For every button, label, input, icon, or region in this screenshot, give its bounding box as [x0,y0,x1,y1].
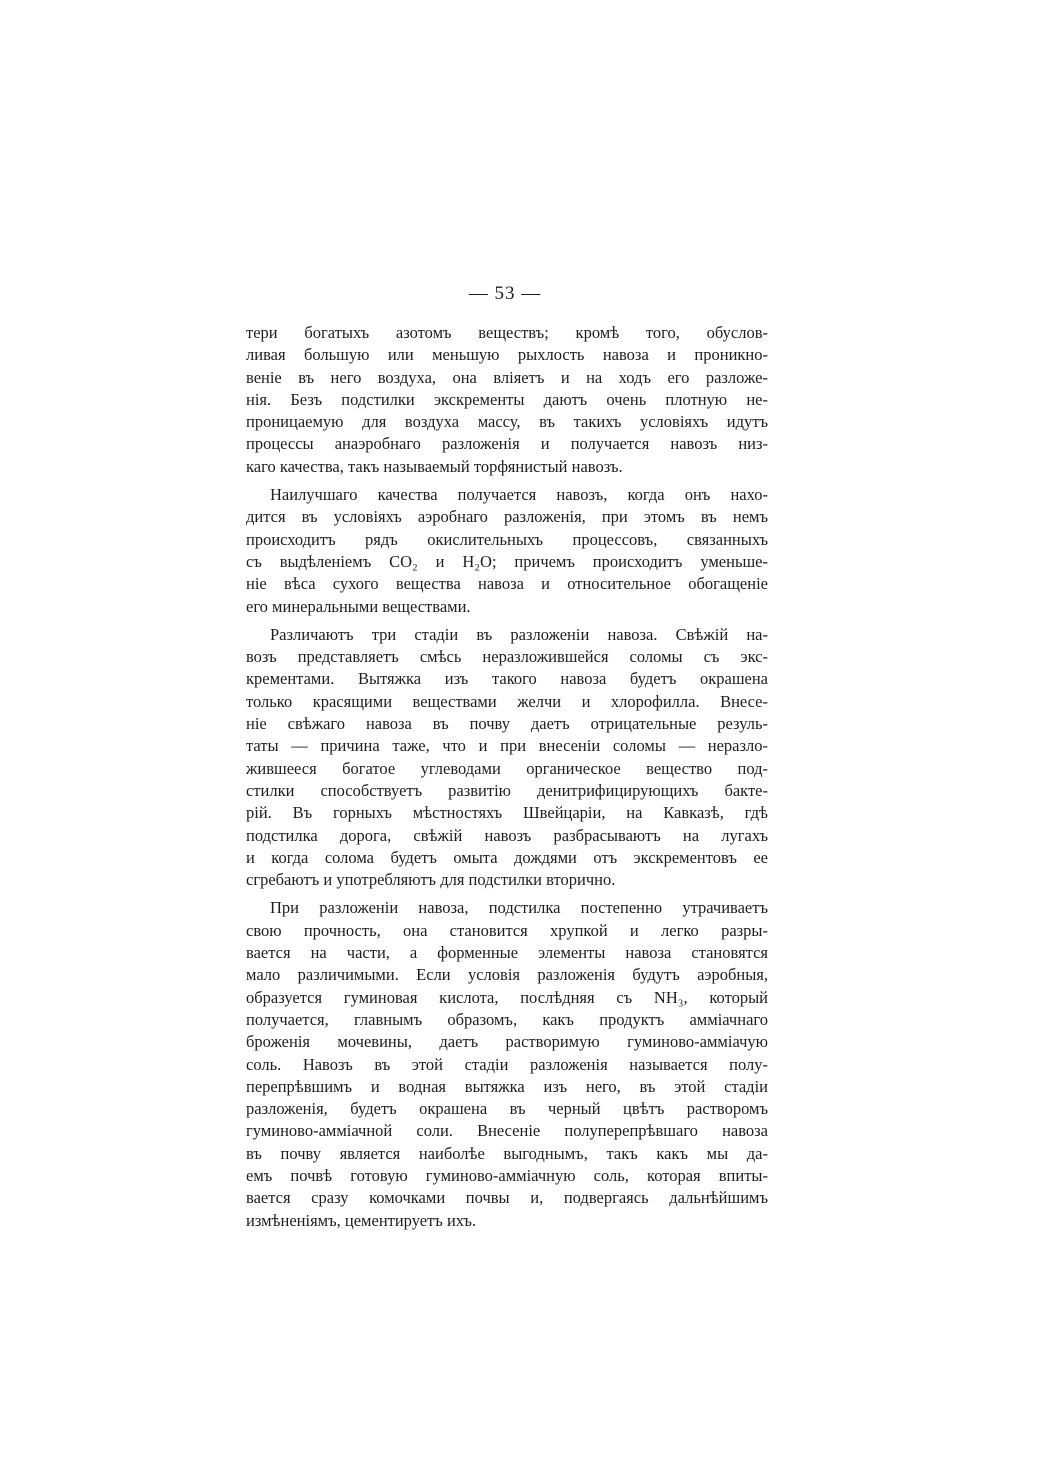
text-line: его минеральными веществами. [246,596,471,616]
text-line: нія. Безъ подстилки экскременты даютъ очень плотную не- [246,389,768,409]
text-line: измѣненіямъ, цементируетъ ихъ. [246,1210,477,1230]
paragraph-4 [246,897,768,1231]
text-line: свою прочность, она становится хрупкой и легко разры- [246,920,768,940]
page-number: — 53 — [468,283,542,304]
text-line: крементами. Вытяжка изъ такого навоза будетъ окрашена [246,669,768,689]
text-line: Различаютъ три стадіи въ разложеніи навоза. Свѣжій на- [270,624,768,644]
text-line: образуется гуминовая кислота, послѣдняя съ NH₃, который [246,987,768,1007]
text-line: и когда солома будетъ омыта дождями отъ экскрементовъ ее [246,847,768,867]
text-line: соль. Навозъ въ этой стадіи разложенія называется полу- [246,1054,768,1074]
text-line: съ выдѣленіемъ CO₂ и H₂O; причемъ происходитъ уменьше- [246,551,768,571]
text-line: рій. Въ горныхъ мѣстностяхъ Швейцаріи, на Кавказѣ, гдѣ [246,803,768,823]
text-line: ливая большую или меньшую рыхлость навоза и проникно- [246,345,768,365]
text-line: только красящими веществами желчи и хлорофилла. Внесе- [246,691,768,711]
text-line: Наилучшаго качества получается навозъ, когда онъ нахо- [270,485,768,505]
text-line: вается на части, а форменные элементы навоза становятся [246,943,768,963]
text-line: вается сразу комочками почвы и, подвергаясь дальнѣйшимъ [246,1188,768,1208]
text-line: ніе свѣжаго навоза въ почву даетъ отрицательные резуль- [246,714,768,734]
paragraph-1 [246,322,768,478]
text-line: ніе вѣса сухого вещества навоза и относительное обогащеніе [246,574,768,594]
text-line: гуминово-амміачной соли. Внесеніе полуперепрѣвшаго навоза [246,1121,768,1141]
text-line: подстилка дорога, свѣжій навозъ разбрасываютъ на лугахъ [246,825,768,845]
text-line: въ почву является наиболѣе выгоднымъ, такъ какъ мы да- [246,1143,768,1163]
text-line: мало различимыми. Если условія разложенія будутъ аэробныя, [246,965,768,985]
text-line: веніе въ него воздуха, она вліяетъ и на ходъ его разложе- [246,367,768,387]
text-line: стилки способствуетъ развитію денитрифицирующихъ бакте- [246,780,768,800]
text-line: емъ почвѣ готовую гуминово-амміачную соль, которая впиты- [246,1165,768,1185]
text-line: жившееся богатое углеводами органическое вещество под- [246,758,768,778]
text-line: таты — причина таже, что и при внесеніи соломы — неразло- [246,736,768,756]
text-line: перепрѣвшимъ и водная вытяжка изъ него, въ этой стадіи [246,1076,768,1096]
text-line: каго качества, такъ называемый торфянистый навозъ. [246,456,623,476]
body-text [246,322,768,1238]
text-line: тери богатыхъ азотомъ веществъ; кромѣ того, обуслов- [246,323,768,342]
text-line: броженія мочевины, даетъ растворимую гуминово-амміачую [246,1032,768,1052]
text-line: процессы анаэробнаго разложенія и получается навозъ низ- [246,434,768,454]
text-line: возъ представляетъ смѣсь неразложившейся соломы съ экс- [246,647,768,667]
text-line: получается, главнымъ образомъ, какъ продуктъ амміачнаго [246,1009,768,1029]
text-line: проницаемую для воздуха массу, въ такихъ условіяхъ идутъ [246,412,768,432]
text-line: дится въ условіяхъ аэробнаго разложенія, при этомъ въ немъ [246,507,768,527]
text-line: разложенія, будетъ окрашена въ черный цвѣтъ растворомъ [246,1099,768,1119]
text-line: сгребаютъ и употребляютъ для подстилки вторично. [246,870,616,890]
text-line: происходитъ рядъ окислительныхъ процессовъ, связанныхъ [246,529,768,549]
paragraph-3 [246,624,768,892]
paragraph-2 [246,484,768,618]
text-line: При разложеніи навоза, подстилка постепенно утрачиваетъ [270,898,768,918]
